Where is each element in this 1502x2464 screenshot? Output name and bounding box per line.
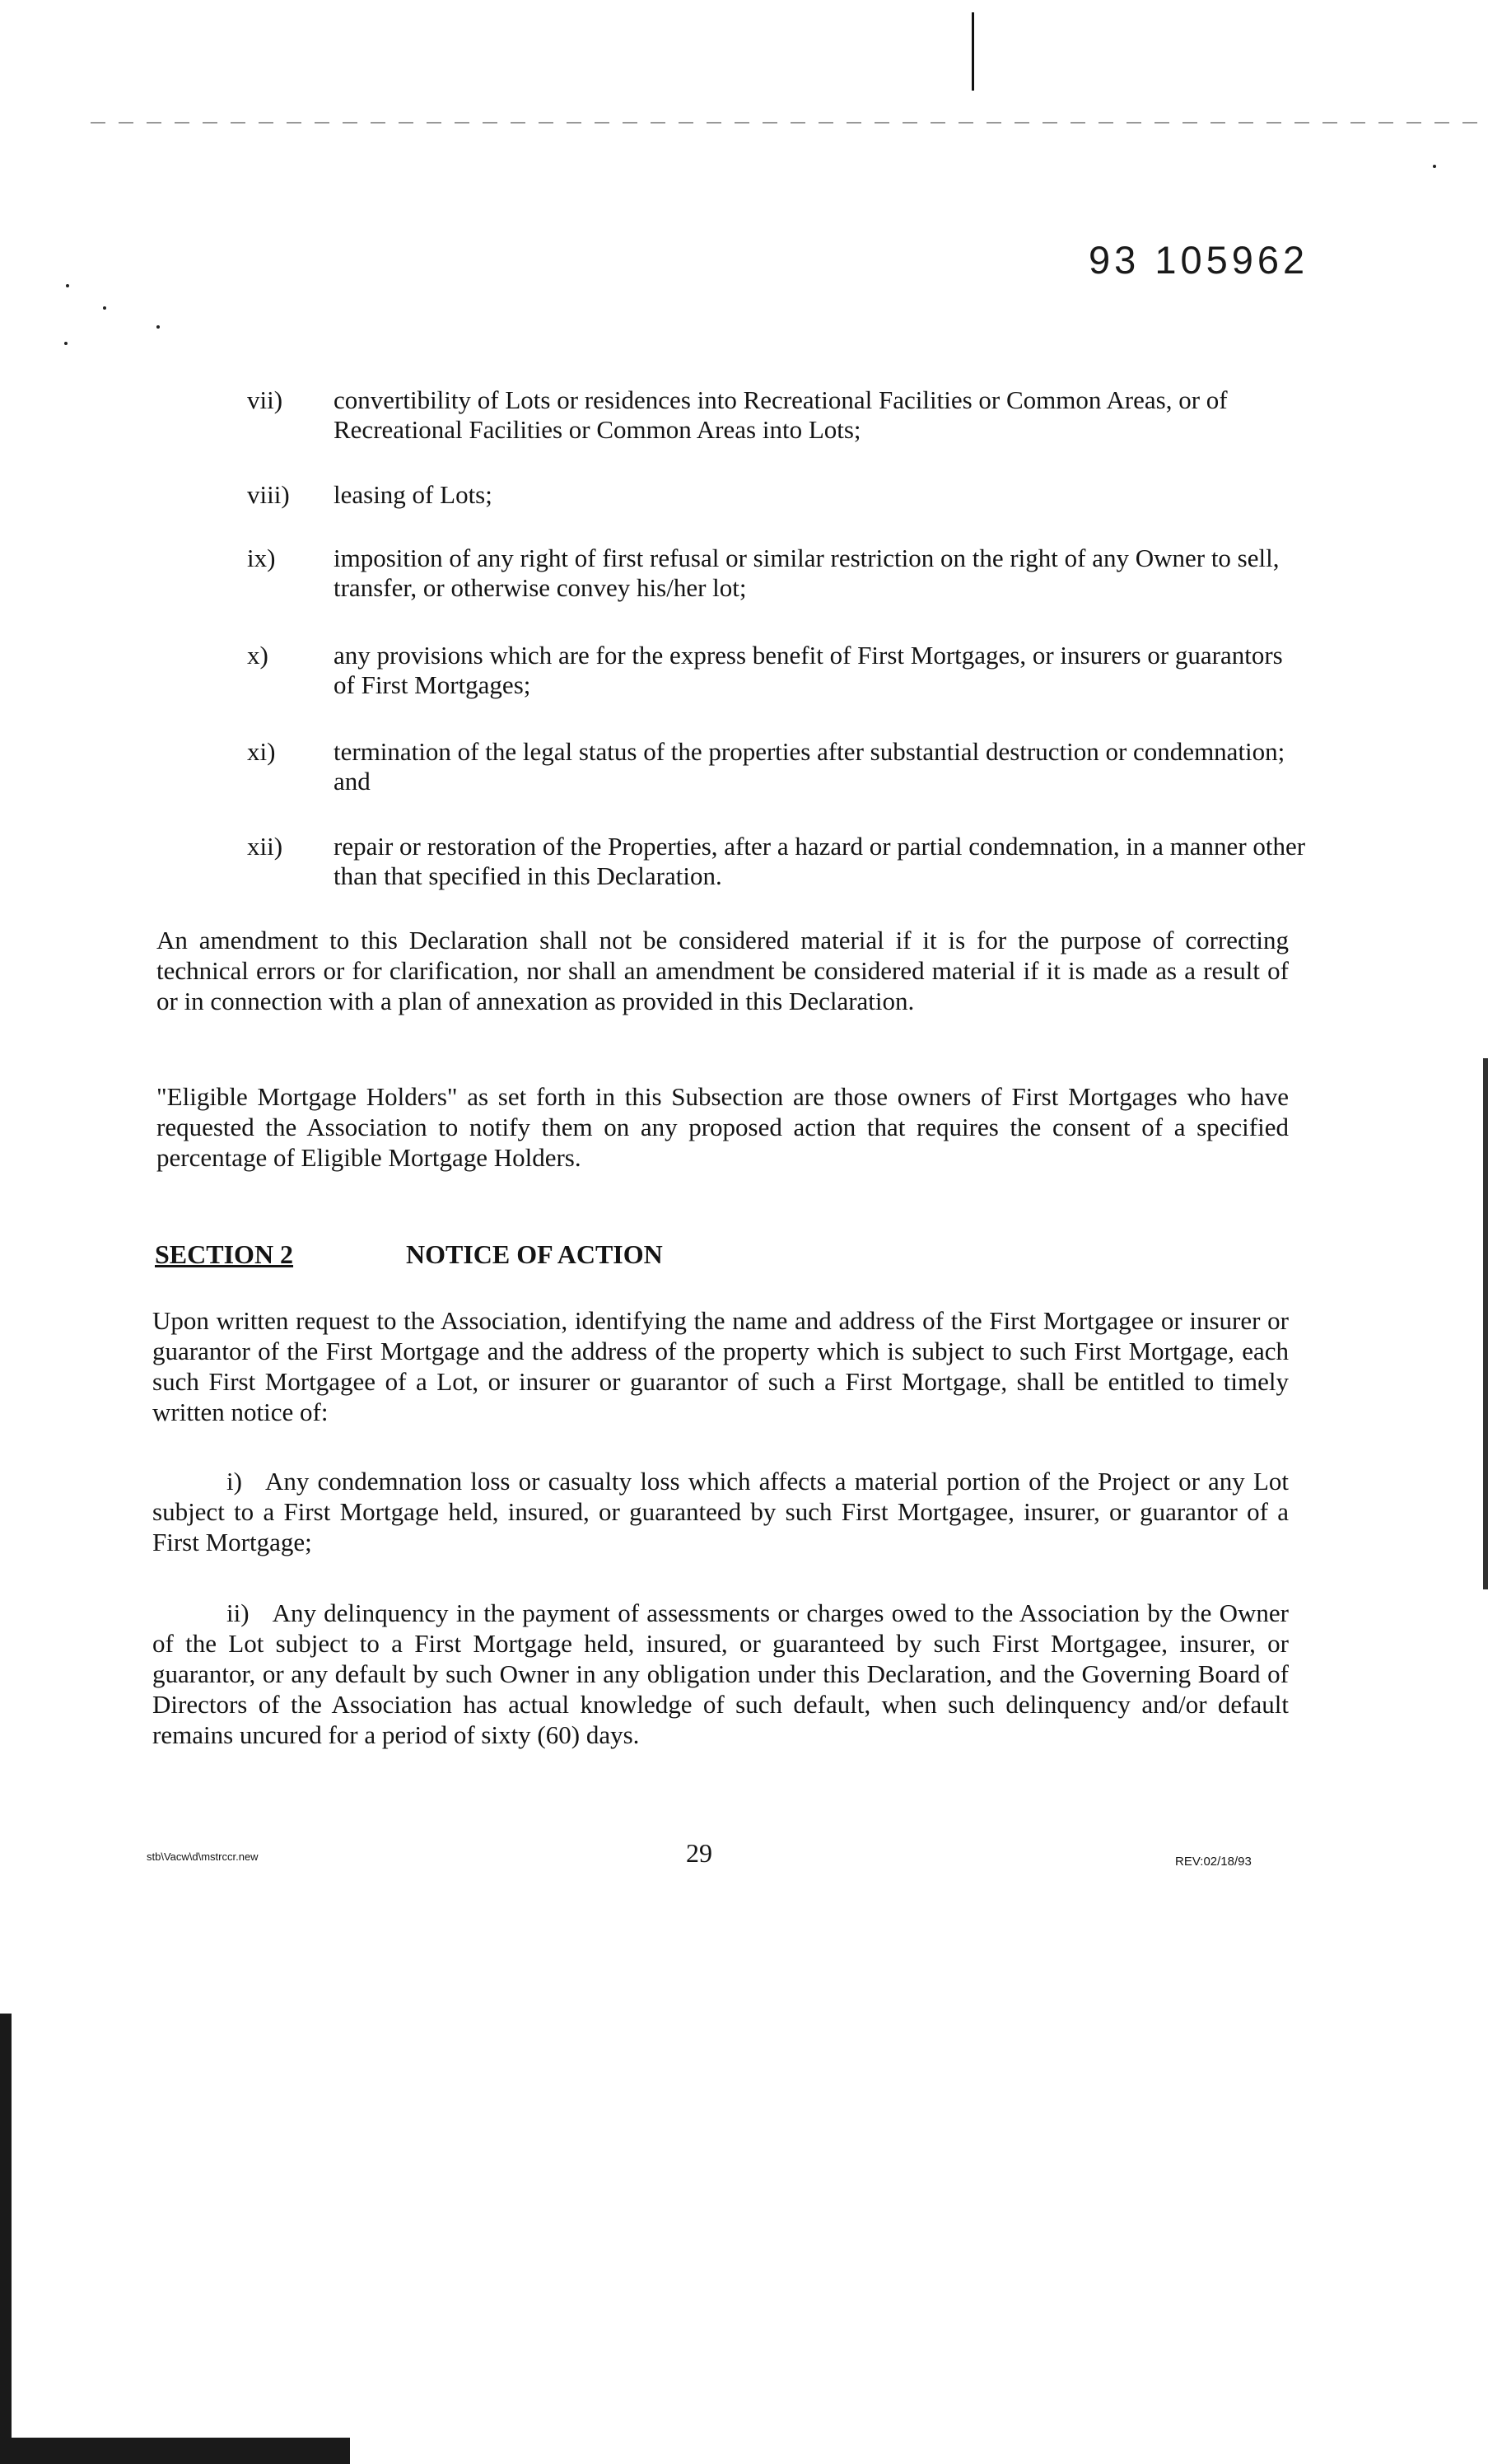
scan-dash-top [91, 122, 1490, 124]
section-title: NOTICE OF ACTION [406, 1239, 663, 1269]
section-intro-paragraph: Upon written request to the Association, identifying the name and address of the First Mortgagee or insurer or guarantor of the First Mortgage and the address of the property which is subject to such First Mortgage, each such First Mortgagee of a Lot, or insurer or guarantor of such a First Mortgage, shall be entitled to timely written notice of: [152, 1306, 1289, 1426]
item-text: leasing of Lots; [334, 480, 492, 509]
scan-speck [1433, 165, 1436, 168]
scan-speck [66, 284, 69, 287]
notice-item [152, 1598, 1289, 1750]
item-text: convertibility of Lots or residences into Recreational Facilities or Common Areas, or of Recreational Facilities or Common Areas into Lots; [334, 385, 1228, 444]
notice-item-text: Any condemnation loss or casualty loss which affects a material portion of the Project or any Lot subject to a First Mortgage held, insured, or guaranteed by such First Mortgagee, insurer, or guarantor of a First Mortgage; [152, 1467, 1289, 1556]
item-number: viii) [247, 480, 290, 509]
item-number: vii) [247, 385, 283, 414]
scan-bar-left-bottom [0, 2014, 12, 2464]
document-number: 93 105962 [1089, 238, 1309, 282]
scan-speck [156, 325, 160, 329]
amendment-paragraph: An amendment to this Declaration shall not be considered material if it is for the purpose of correcting technical errors or for clarification, nor shall an amendment be considered material if it is made as a result of or in connection with a plan of annexation as provided in this Declaration. [156, 926, 1289, 1015]
item-number: xi) [247, 737, 276, 766]
item-text: repair or restoration of the Properties, after a hazard or partial condemnation, in a manner other than that specified in this Declaration. [334, 832, 1306, 890]
scan-speck [103, 306, 106, 310]
eligible-holders-paragraph: "Eligible Mortgage Holders" as set forth in this Subsection are those owners of First Mortgages who have requested the Association to notify them on any proposed action that requires the consent of a specified percentage of Eligible Mortgage Holders. [156, 1082, 1289, 1172]
item-number: x) [247, 641, 268, 670]
item-number: ix) [247, 544, 276, 572]
footer-file-reference: stb\Vacw\d\mstrccr.new [147, 1850, 259, 1863]
section-number: SECTION 2 [155, 1239, 294, 1269]
scan-bar-right [1483, 1058, 1488, 1589]
scan-bar-bottom [0, 2438, 350, 2464]
notice-item [152, 1466, 1289, 1557]
scan-mark-top [972, 12, 974, 91]
item-text: imposition of any right of first refusal or similar restriction on the right of any Owner to sell, transfer, or otherwise convey his/her lot; [334, 544, 1280, 602]
item-number: xii) [247, 832, 283, 861]
notice-item-number: ii) [226, 1598, 250, 1627]
item-text: termination of the legal status of the properties after substantial destruction or condemnation; and [334, 737, 1285, 796]
footer-page-number: 29 [686, 1838, 712, 1868]
footer-revision: REV:02/18/93 [1175, 1855, 1252, 1869]
item-text: any provisions which are for the express benefit of First Mortgages, or insurers or guarantors of First Mortgages; [334, 641, 1283, 699]
scan-speck [64, 342, 68, 345]
notice-item-number: i) [226, 1467, 242, 1496]
notice-item-text: Any delinquency in the payment of assessments or charges owed to the Association by the Owner of the Lot subject to a First Mortgage held, insured, or guaranteed by such First Mortgagee, insurer, or guarantor, or any default by such Owner in any obligation under this Declaration, and the Governing Board of Directors of the Association has actual knowledge of such default, when such delinquency and/or default remains uncured for a period of sixty (60) days. [152, 1598, 1289, 1749]
